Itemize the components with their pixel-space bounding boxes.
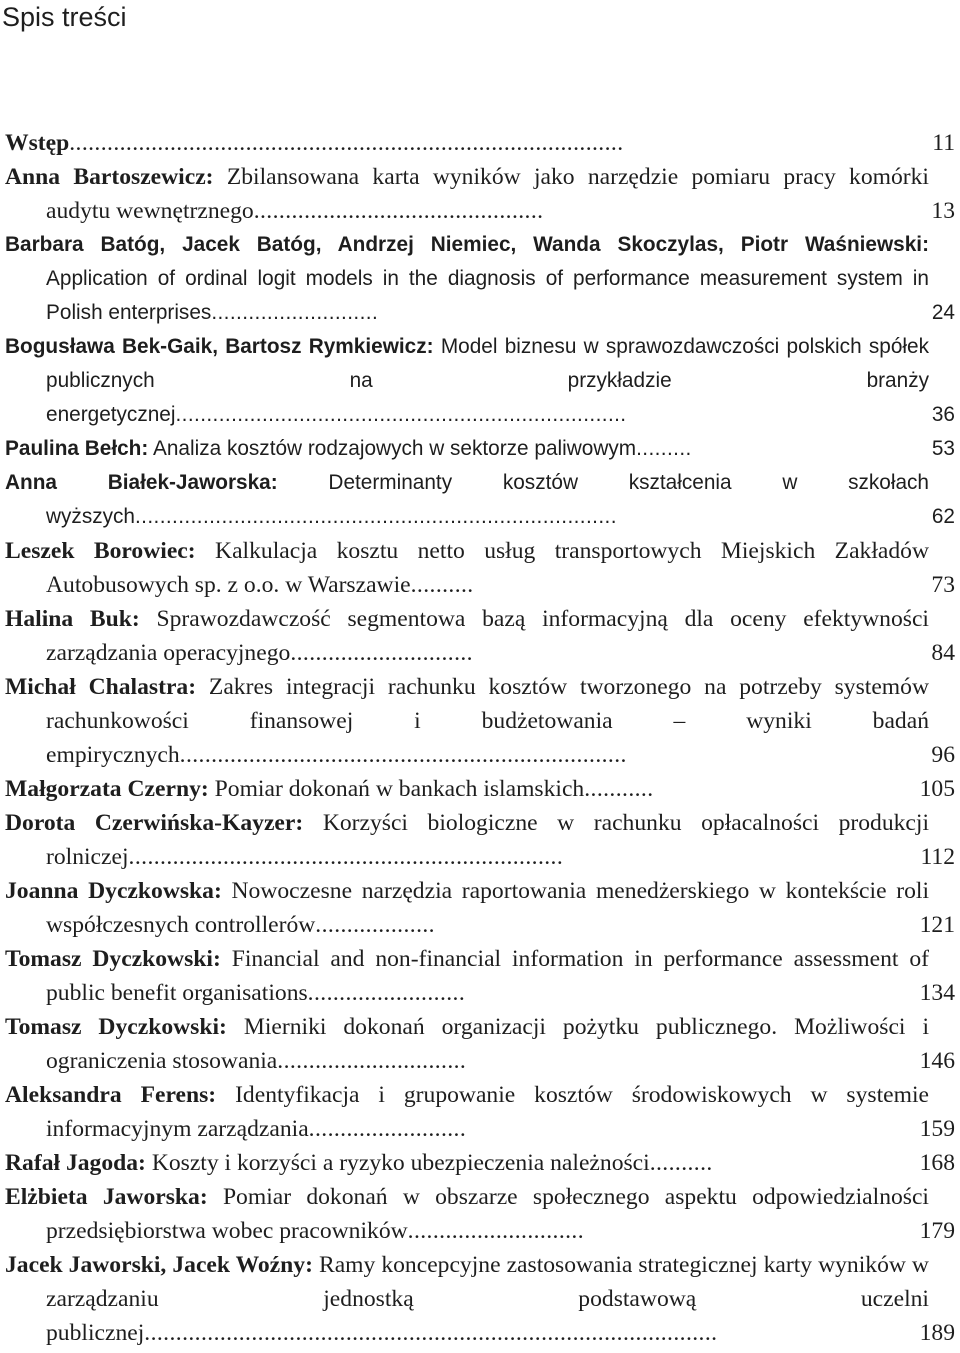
- toc-entry: [0, 228, 960, 330]
- toc-entry: [0, 534, 960, 602]
- leader-dots: .....................................................................: [128, 844, 564, 870]
- page-number: 134: [919, 980, 955, 1006]
- page-number: 159: [919, 1116, 955, 1142]
- page-number: 36: [931, 403, 955, 426]
- leader-dots: ............................: [407, 1218, 585, 1244]
- toc-title: Sprawozdawczość segmentowa bazą informacyjną dla oceny efektywności zarządzania: [46, 606, 929, 666]
- toc-entry-body: [0, 228, 929, 330]
- toc-entry: [0, 466, 960, 534]
- toc-entry-body: [0, 432, 929, 466]
- leader-dots: .........................: [307, 980, 466, 1006]
- page-title: Spis treści: [2, 2, 127, 32]
- leader-dots: .............................: [290, 640, 473, 666]
- toc-list: [0, 126, 960, 1350]
- toc-title-end: enterprises...........................: [108, 301, 379, 324]
- page-number: 53: [931, 437, 955, 460]
- page-number: 24: [931, 301, 955, 324]
- toc-author: Jacek Jaworski, Jacek Woźny:: [5, 1252, 313, 1278]
- page-number: 11: [932, 130, 955, 156]
- toc-title: Financial and non-financial information in performance assessment of public benefit: [46, 946, 929, 1006]
- toc-entry-body: [0, 874, 929, 942]
- toc-title: Korzyści biologiczne w rachunku opłacalności produkcji: [322, 810, 930, 836]
- toc-title-end: stosowania..............................: [172, 1048, 467, 1074]
- toc-title-end: wyższych..............................................................................: [46, 505, 617, 528]
- toc-entry: [0, 874, 960, 942]
- toc-entry-body: [0, 942, 929, 1010]
- toc-author: Barbara Batóg, Jacek Batóg, Andrzej Niemiec, Wanda Skoczylas, Piotr Waśniewski:: [5, 233, 929, 256]
- toc-entry-body: [0, 126, 888, 160]
- toc-author: Leszek Borowiec:: [5, 538, 196, 564]
- toc-entry-body: [0, 1146, 929, 1180]
- toc-author: Wstęp: [5, 130, 70, 156]
- toc-entry-body: [0, 1180, 929, 1248]
- toc-entry-body: [0, 1078, 929, 1146]
- toc-title: Application of ordinal logit models in the diagnosis of performance measurement system in Polish: [46, 267, 929, 324]
- toc-title-end: operacyjnego.............................: [163, 640, 473, 666]
- toc-title: Analiza kosztów rodzajowych w sektorze: [152, 437, 535, 460]
- leader-dots: ...........................................................................................: [144, 1320, 718, 1346]
- leader-dots: .......................................................................: [179, 742, 627, 768]
- leader-dots: ..............................: [277, 1048, 467, 1074]
- toc-title-end: pracowników............................: [279, 1218, 585, 1244]
- toc-title-end: Warszawie..........: [307, 572, 474, 598]
- page-number: 179: [919, 1218, 955, 1244]
- toc-title: Zakres integracji rachunku kosztów tworzonego na potrzeby systemów rachunkowości finansowej i budżetowania – wyniki badań: [46, 674, 929, 734]
- toc-entry-body: [0, 670, 929, 772]
- toc-title-end: organisations.........................: [182, 980, 466, 1006]
- page-number: 146: [919, 1048, 955, 1074]
- toc-entry: [0, 330, 960, 432]
- toc-title-end: zarządzania.........................: [197, 1116, 467, 1142]
- toc-entry: [0, 1146, 960, 1180]
- toc-author: Aleksandra Ferens:: [5, 1082, 217, 1108]
- toc-author: Małgorzata Czerny:: [5, 776, 209, 802]
- toc-author: Anna Białek-Jaworska:: [5, 471, 278, 494]
- toc-title: Pomiar dokonań w obszarze społecznego aspektu odpowiedzialności przedsiębiorstwa wobec: [46, 1184, 929, 1244]
- leader-dots: ...........................: [211, 301, 379, 324]
- toc-title-end: rolniczej.....................................................................: [46, 844, 564, 870]
- toc-entry-body: [0, 160, 929, 228]
- toc-entry: [0, 1078, 960, 1146]
- leader-dots: .........................: [308, 1116, 467, 1142]
- toc-entry: [0, 942, 960, 1010]
- leader-dots: ..............................................: [253, 198, 544, 224]
- toc-title-end: należności..........: [550, 1150, 713, 1176]
- toc-title: Mierniki dokonań organizacji pożytku publicznego. Możliwości i ograniczenia: [46, 1014, 929, 1074]
- toc-author: Rafał Jagoda:: [5, 1150, 146, 1176]
- toc-entry: [0, 1180, 960, 1248]
- toc-title: Pomiar dokonań w bankach: [214, 776, 484, 802]
- leader-dots: ..........: [649, 1150, 713, 1176]
- toc-title: Identyfikacja i grupowanie kosztów środowiskowych w systemie informacyjnym: [46, 1082, 930, 1142]
- leader-dots: .........................................................................: [175, 403, 627, 426]
- toc-entry-body: [0, 466, 929, 534]
- toc-title: Model biznesu w sprawozdawczości polskich spółek publicznych na przykładzie branży: [46, 335, 929, 392]
- toc-entry-body: [0, 1248, 929, 1350]
- toc-entry: [0, 160, 960, 228]
- leader-dots: .........: [636, 437, 692, 460]
- page-number: 112: [920, 844, 955, 870]
- page-number: 73: [931, 572, 955, 598]
- toc-title: Nowoczesne narzędzia raportowania menedżerskiego w kontekście roli współczesnych: [46, 878, 929, 938]
- toc-author: Michał Chalastra:: [5, 674, 197, 700]
- toc-entry: [0, 1010, 960, 1078]
- toc-author: Elżbieta Jaworska:: [5, 1184, 208, 1210]
- page-number: 96: [931, 742, 955, 768]
- toc-entry: [0, 432, 960, 466]
- toc-entry-body: [0, 806, 929, 874]
- toc-title-end: islamskich...........: [483, 776, 654, 802]
- toc-title-end: wewnętrznego..............................................: [116, 198, 544, 224]
- toc-author: Anna Bartoszewicz:: [5, 164, 214, 190]
- toc-author: Joanna Dyczkowska:: [5, 878, 222, 904]
- page-number: 84: [931, 640, 955, 666]
- toc-title-end: controllerów...................: [194, 912, 435, 938]
- page-number: 13: [931, 198, 955, 224]
- toc-title-end: paliwowym.........: [534, 437, 692, 460]
- page-number: 62: [931, 505, 955, 528]
- toc-title-end: empirycznych.......................................................................: [46, 742, 627, 768]
- leader-dots: ...........: [584, 776, 654, 802]
- toc-title: Zbilansowana karta wyników jako narzędzie pomiaru pracy komórki audytu: [46, 164, 929, 224]
- page-number: 189: [919, 1320, 955, 1346]
- toc-entry-body: [0, 534, 929, 602]
- toc-author: Bogusława Bek-Gaik, Bartosz Rymkiewicz:: [5, 335, 434, 358]
- toc-entry: [0, 670, 960, 772]
- toc-author: Paulina Bełch:: [5, 437, 149, 460]
- leader-dots: ........................................................................................: [69, 130, 624, 156]
- toc-title: Determinanty kosztów kształcenia w szkołach: [328, 471, 929, 494]
- toc-author: Tomasz Dyczkowski:: [5, 1014, 227, 1040]
- toc-entry: [0, 806, 960, 874]
- toc-title-end: [69, 130, 623, 156]
- toc-entry: [0, 602, 960, 670]
- toc-author: Tomasz Dyczkowski:: [5, 946, 221, 972]
- toc-entry-body: [0, 330, 929, 432]
- page-number: 105: [919, 776, 955, 802]
- toc-title-end: publicznej...........................................................................................: [46, 1320, 718, 1346]
- page-number: 168: [919, 1150, 955, 1176]
- toc-entry-body: [0, 772, 929, 806]
- toc-title-end: energetycznej.........................................................................: [46, 403, 627, 426]
- leader-dots: ..........: [410, 572, 474, 598]
- toc-author: Dorota Czerwińska-Kayzer:: [5, 810, 304, 836]
- toc-entry-body: [0, 602, 929, 670]
- leader-dots: ..............................................................................: [134, 505, 617, 528]
- toc-entry-body: [0, 1010, 929, 1078]
- toc-title: Koszty i korzyści a ryzyko ubezpieczenia: [151, 1150, 551, 1176]
- toc-entry: [0, 1248, 960, 1350]
- toc-title: Ramy koncepcyjne zastosowania strategicznej karty wyników w zarządzaniu jednostką podstawową uczelni: [46, 1252, 929, 1312]
- page-number: 121: [919, 912, 955, 938]
- toc-entry: [0, 772, 960, 806]
- toc-author: Halina Buk:: [5, 606, 140, 632]
- toc-title: Kalkulacja kosztu netto usług transportowych Miejskich Zakładów Autobusowych sp. z o.o. w: [46, 538, 929, 598]
- leader-dots: ...................: [315, 912, 435, 938]
- toc-entry: [0, 126, 960, 160]
